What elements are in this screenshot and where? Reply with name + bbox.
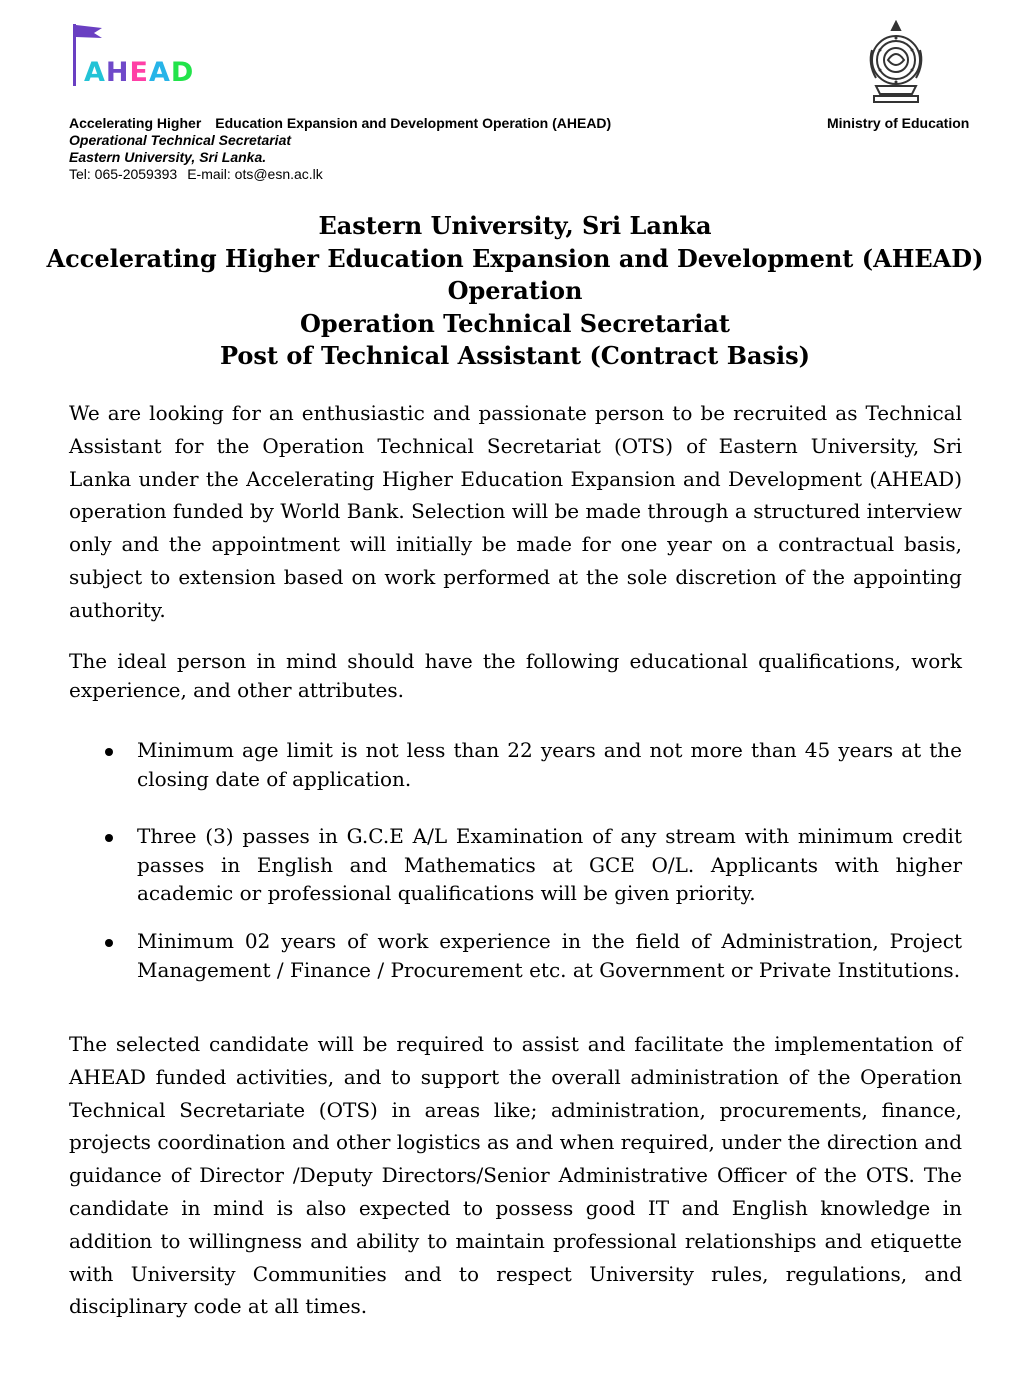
secretariat-line: Operational Technical Secretariat xyxy=(69,132,292,148)
title-university: Eastern University, Sri Lanka xyxy=(318,211,712,240)
bullet-icon xyxy=(105,939,113,947)
list-item xyxy=(137,736,962,793)
logo-letter: A xyxy=(84,57,106,88)
list-item xyxy=(137,822,962,908)
sri-lanka-emblem-icon xyxy=(866,20,926,104)
ideal-person-paragraph: The ideal person in mind should have the following educational qualifications, work experience, and other attributes. xyxy=(69,649,962,702)
email: E-mail: ots@esn.ac.lk xyxy=(187,166,323,182)
logo-letter: E xyxy=(129,57,149,88)
document-titles xyxy=(30,210,1000,373)
ministry-label: Ministry of Education xyxy=(827,115,970,131)
logo-letter: H xyxy=(105,57,130,88)
title-post: Post of Technical Assistant (Contract Basis) xyxy=(219,341,811,370)
title-secretariat: Operation Technical Secretariat xyxy=(300,308,730,338)
duties-paragraph: The selected candidate will be required to assist and facilitate the implementation of AHEAD funded activities, and to support the overall administration of the Operation Technical Secretariate (OTS) in areas like; administration, procurements, finance, projects coordination and other logistics as and when required, under the direction and guidance of Director /Deputy Directors/Senior Administrative Officer of the OTS. The candidate in mind is also expected to possess good IT and English knowledge in addition to willingness and ability to maintain professional relationships and etiquette with University Communities and to respect University rules, regulations, and disciplinary code at all times. xyxy=(69,1032,962,1319)
list-item xyxy=(137,927,962,984)
org-line-part2: Education Expansion and Development Operation (AHEAD) xyxy=(215,115,612,131)
contact-line xyxy=(69,166,611,183)
bullet-icon xyxy=(105,748,113,756)
title-operation: Operation xyxy=(447,276,583,305)
university-line: Eastern University, Sri Lanka. xyxy=(69,149,267,165)
org-line-part1: Accelerating Higher xyxy=(69,115,202,131)
logo-letter: D xyxy=(170,57,195,88)
telephone: Tel: 065-2059393 xyxy=(69,166,178,182)
ahead-logo-text xyxy=(84,58,194,88)
org-line xyxy=(69,115,611,132)
bullet-icon xyxy=(105,834,113,842)
intro-paragraph: We are looking for an enthusiastic and passionate person to be recruited as Technical Assistant for the Operation Technical Secretariat (OTS) of Eastern University, Sri Lanka under the Accelerating Higher Education Expansion and Development (AHEAD) operation funded by World Bank. Selection will be made through a structured interview only and the appointment will initially be made for one year on a contractual basis, subject to extension based on work performed at the sole discretion of the appointing authority. xyxy=(69,401,962,622)
requirement-text: Three (3) passes in G.C.E A/L Examination of any stream with minimum credit passes in English and Mathematics at GCE O/L. Applicants with higher academic or professional qualifications will be given priority. xyxy=(137,824,962,905)
letterhead-address xyxy=(69,115,611,183)
title-program: Accelerating Higher Education Expansion and Development (AHEAD) xyxy=(46,243,984,273)
logo-letter: A xyxy=(148,57,171,88)
requirement-text: Minimum age limit is not less than 22 years and not more than 45 years at the closing date of application. xyxy=(137,738,962,791)
requirement-text: Minimum 02 years of work experience in the field of Administration, Project Management / Finance / Procurement etc. at Government or Private Institutions. xyxy=(137,929,962,982)
ahead-logo xyxy=(72,22,212,92)
